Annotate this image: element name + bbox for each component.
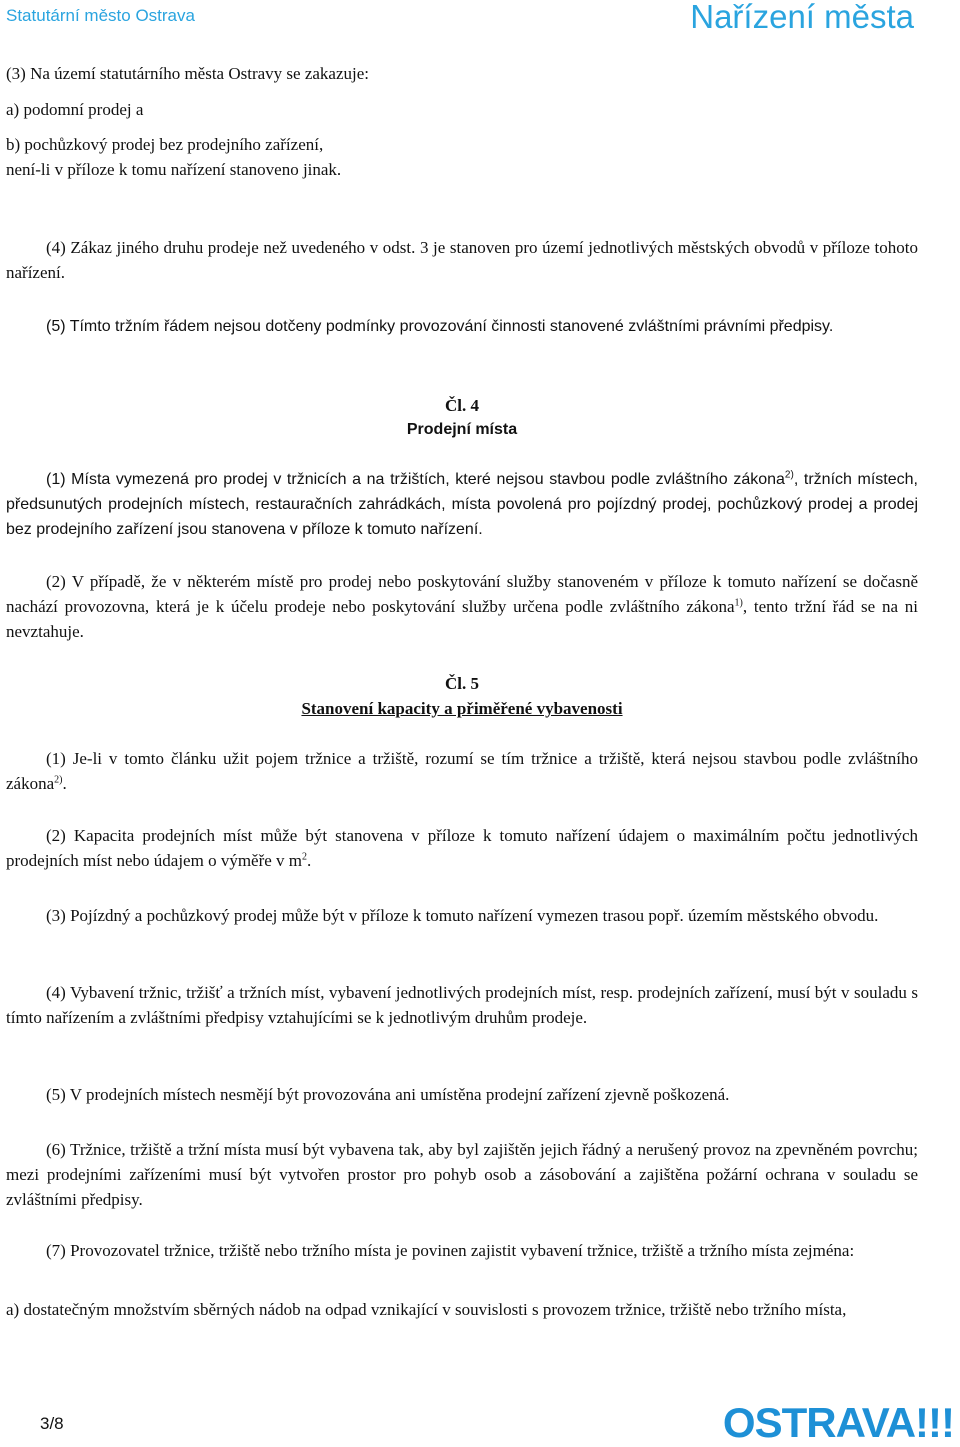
ostrava-logo: OSTRAVA!!!	[722, 1399, 954, 1446]
art4-number: Čl. 4	[445, 396, 479, 415]
art4-title: Prodejní místa	[406, 421, 518, 438]
superscript: 2	[302, 851, 308, 863]
header-document-type: Nařízení města	[690, 0, 914, 35]
header-organization: Statutární město Ostrava	[6, 6, 195, 25]
art5-p5: (5) V prodejních místech nesmějí být provozována ani umístěna prodejní zařízení zjevně poškozená.	[46, 1085, 730, 1104]
art5-p1: (1) Je-li v tomto článku užit pojem tržnice a tržiště, rozumí se tím tržnice a tržiště, která nejsou stavbou podle zvláštního zákona$^{2)}$.	[6, 749, 918, 793]
art5-p2: (2) Kapacita prodejních míst může být stanovena v příloze k tomuto nařízení údajem o maximálním počtu jednotlivých prodejních míst nebo údajem o výměře v $m^2$.	[6, 826, 918, 870]
art3-p3-intro: (3) Na území statutárního města Ostravy se zakazuje:	[6, 64, 370, 83]
footnote-ref: 2)	[54, 774, 63, 786]
art5-p4: (4) Vybavení tržnic, tržišť a tržních míst, vybavení jednotlivých prodejních míst, resp. prodejních zařízení, musí být v souladu s tímto nařízením a zvláštními předpisy vztahujícími se k jednotlivým druhům prodeje.	[6, 983, 918, 1027]
art4-p2: (2) V případě, že v některém místě pro prodej nebo poskytování služby stanoveném v příloze k tomuto nařízení se dočasně nachází provozovna, která je k účelu prodeje nebo poskytování služby určena podle zvláštního zákona$^{1)}$, tento tržní řád se na ni nevztahuje.	[6, 572, 919, 641]
footnote-ref: 1)	[734, 597, 743, 609]
art5-p3: (3) Pojízdný a pochůzkový prodej může být v příloze k tomuto nařízení vymezen trasou popř. územím městského obvodu.	[46, 906, 879, 925]
page-number: 3/8	[40, 1414, 64, 1433]
art5-p6: (6) Tržnice, tržiště a tržní místa musí být vybavena tak, aby byl zajištěn jejich řádný a nerušený provoz na zpevněném povrchu; mezi prodejními zařízeními musí být vytvořen prostor pro pohyb osob a zásobování a zajištěna požární ochrana v souladu se zvláštními předpisy.	[6, 1140, 918, 1209]
art3-p3-b: b) pochůzkový prodej bez prodejního zařízení,	[6, 135, 324, 154]
footnote-ref: 2)	[784, 469, 794, 481]
art3-p4: (4) Zákaz jiného druhu prodeje než uvedeného v odst. 3 je stanoven pro území jednotlivých městských obvodů v příloze tohoto nařízení.	[6, 238, 918, 282]
art5-title: Stanovení kapacity a přiměřené vybavenosti	[301, 699, 623, 718]
art3-p3-a: a) podomní prodej a	[6, 100, 144, 119]
art5-p7-a: a) dostatečným množstvím sběrných nádob na odpad vznikající v souvislosti s provozem tržnice, tržiště nebo tržního místa,	[6, 1300, 847, 1319]
art4-p1: (1) Místa vymezená pro prodej v tržnicích a na tržištích, které nejsou stavbou podle zvláštního zákona$^{2)}$, tržních místech, předsunutých prodejních místech, restauračních zahrádkách, místa povolená pro pojízdný prodej, pochůzkový prodej a prodej bez prodejního zařízení jsou stanovena v příloze k tomuto nařízení.	[6, 469, 918, 538]
art5-number: Čl. 5	[445, 674, 479, 693]
art3-p3-tail: není-li v příloze k tomu nařízení stanoveno jinak.	[6, 160, 342, 179]
art3-p5: (5) Tímto tržním řádem nejsou dotčeny podmínky provozování činnosti stanovené zvláštními právními předpisy.	[46, 318, 834, 335]
art5-p7: (7) Provozovatel tržnice, tržiště nebo tržního místa je povinen zajistit vybavení tržnice, tržiště a tržního místa zejména:	[46, 1241, 855, 1260]
